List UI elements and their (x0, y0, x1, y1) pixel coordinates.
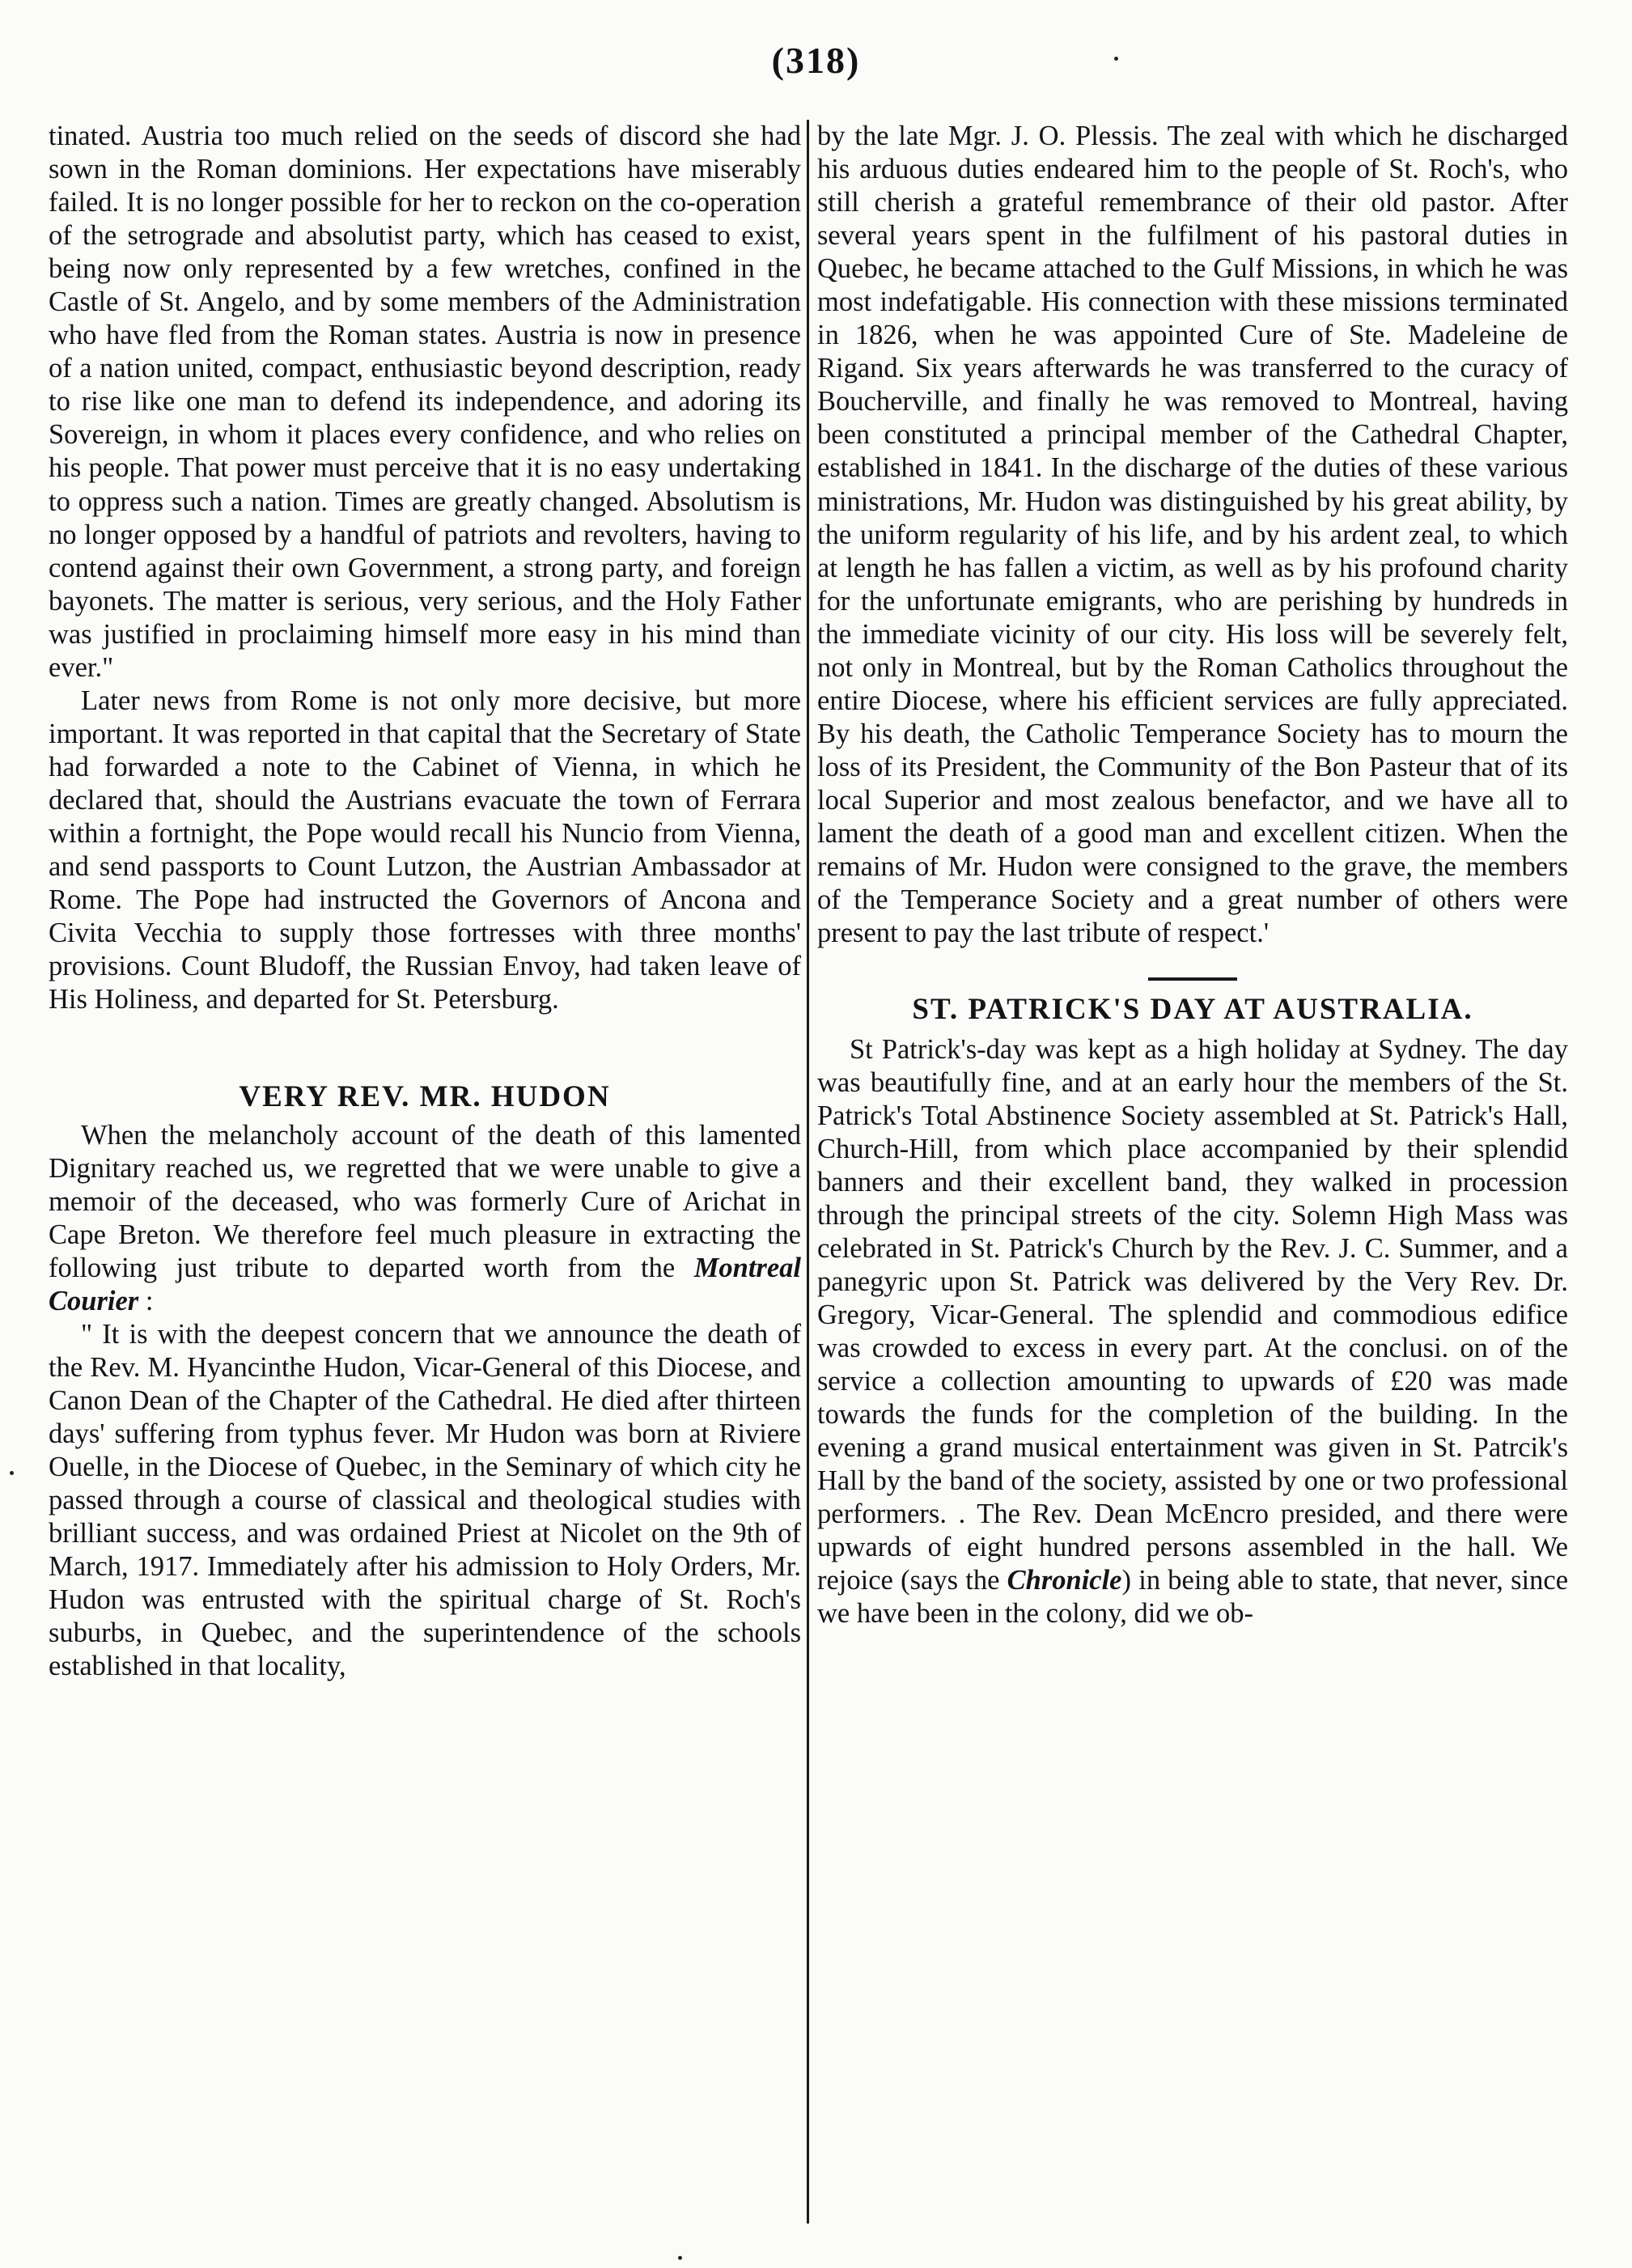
section-rule (1148, 977, 1237, 981)
article-heading-hudon: VERY REV. MR. HUDON (239, 1080, 611, 1114)
source-name-chronicle: Chronicle (1007, 1565, 1122, 1596)
article-paragraph: " It is with the deepest concern that we announce the death of the Rev. M. Hyancinthe Hudon, Vicar-General of this Diocese, and Canon Dean of the Chapter of the Cathedral. He died after thirteen days' suffering from typhus fever. Mr Hudon was born at Riviere Ouelle, in the Diocese of Quebec, in the Seminary of which city he passed through a course of classical and theological studies with brilliant success, and was ordained Priest at Nicolet on the 9th of March, 1917. Immediately after his admission to Holy Orders, Mr. Hudon was entrusted with the spiritual charge of St. Roch's suburbs, in Quebec, and the superintendence of the schools established in that locality, (49, 1318, 801, 1682)
paragraph-text: : (138, 1285, 154, 1316)
left-column (49, 120, 801, 1683)
ink-speck (1114, 57, 1118, 61)
paragraph-text: When the melancholy account of the death of this lamented Dignitary reached us, we regretted that we were unable to give a memoir of the deceased, who was formerly Cure of Arichat in Cape Breton. We therefore feel much pleasure in extracting the following just tribute to departed worth from the (49, 1119, 801, 1283)
column-divider (807, 120, 809, 2223)
article-paragraph: Later news from Rome is not only more decisive, but more important. It was reported in that capital that the Secretary of State had forwarded a note to the Cabinet of Vienna, in which he declared that, should the Austrians evacuate the town of Ferrara within a fortnight, the Pope would recall his Nuncio from Vienna, and send passports to Count Lutzon, the Austrian Ambassador at Rome. The Pope had instructed the Governors of Ancona and Civita Vecchia to supply those fortresses with three months' provisions. Count Bludoff, the Russian Envoy, had taken leave of His Holiness, and departed for St. Petersburg. (49, 685, 801, 1015)
page-number: (318) (771, 40, 861, 81)
ink-speck (10, 1471, 14, 1475)
article-paragraph: by the late Mgr. J. O. Plessis. The zeal with which he discharged his arduous duties endeared him to the people of St. Roch's, who still cherish a grateful remembrance of their old pastor. After several years spent in the fulfilment of his pastoral duties in Quebec, he became attached to the Gulf Missions, in which he was most indefatigable. His connection with these missions terminated in 1826, when he was appointed Cure of Ste. Madeleine de Rigand. Six years afterwards he was transferred to the curacy of Boucherville, and finally he was removed to Montreal, having been constituted a principal member of the Cathedral Chapter, established in 1841. In the discharge of the duties of these various ministrations, Mr. Hudon was distinguished by his great ability, by the uniform regularity of his life, and by his ardent zeal, to which at length he has fallen a victim, as well as by his profound charity for the unfortunate emigrants, who are perishing by hundreds in the immediate vicinity of our city. His loss will be severely felt, not only in Montreal, but by the Roman Catholics throughout the entire Diocese, where his efficient services are fully appreciated. By his death, the Catholic Temperance Society has to mourn the loss of its President, the Community of the Bon Pasteur that of its local Superior and most zealous benefactor, and we have all to lament the death of a good man and excellent citizen. When the remains of Mr. Hudon were consigned to the grave, the members of the Temperance Society and a great number of others were present to pay the last tribute of respect.' (817, 121, 1568, 949)
source-name-montreal-courier: Montreal Courier (49, 1252, 801, 1316)
article-heading-st-patricks: ST. PATRICK'S DAY AT AUSTRALIA. (912, 993, 1473, 1027)
paragraph-text: ) in being able to state, that never, since we have been in the colony, did we ob- (817, 1565, 1569, 1630)
article-paragraph: tinated. Austria too much relied on the seeds of discord she had sown in the Roman dominions. Her expectations have miserably failed. It is no longer possible for her to reckon on the co-operation of the setrograde and absolutist party, which has ceased to exist, being now only represented by a few wretches, confined in the Castle of St. Angelo, and by some members of the Administration who have fled from the Roman states. Austria is now in presence of a nation united, compact, enthusiastic beyond description, ready to rise like one man to defend its independence, and adoring its Sovereign, in whom it places every confidence, and who relies on his people. That power must perceive that it is no easy undertaking to oppress such a nation. Times are greatly changed. Absolutism is no longer opposed by a handful of patriots and revolters, having to contend against their own Government, a strong party, and foreign bayonets. The matter is serious, very serious, and the Holy Father was justified in proclaiming himself more easy in his mind than ever." (49, 121, 801, 683)
article-paragraph (49, 1119, 801, 1318)
paragraph-text: St Patrick's-day was kept as a high holiday at Sydney. The day was beautifully fine, and at an early hour the members of the St. Patrick's Total Abstinence Society assembled at St. Patrick's Hall, Church-Hill, from which place accompanied by their splendid banners and their excellent band, they walked in procession through the principal streets of the city. Solemn High Mass was celebrated in St. Patrick's Church by the Rev. J. C. Summer, and a panegyric upon St. Patrick was delivered by the Very Rev. Dr. Gregory, Vicar-General. The splendid and commodious edifice was crowded to excess in every part. At the conclusi. on of the service a collection amounting to upwards of £20 was made towards the funds for the completion of the building. In the evening a grand musical entertainment was given in St. Patrcik's Hall by the band of the society, assisted by one or two professional performers. . The Rev. Dean McEncro presided, and there were upwards of eight hundred persons assembled in the hall. We rejoice (says the (817, 1033, 1568, 1596)
right-column (817, 120, 1568, 1630)
ink-speck (678, 2256, 682, 2260)
article-paragraph (817, 1033, 1568, 1631)
